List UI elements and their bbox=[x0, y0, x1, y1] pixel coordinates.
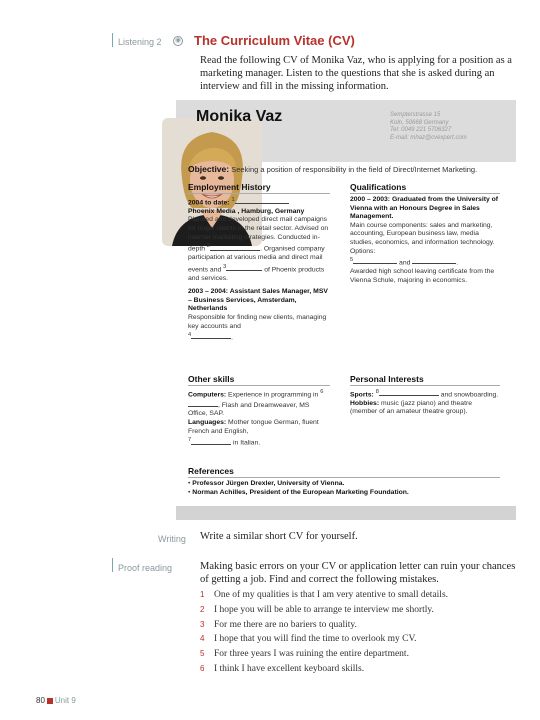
reference-item: • Norman Achilles, President of the European Marketing Foundation. bbox=[188, 488, 409, 496]
answer-blank bbox=[353, 257, 397, 264]
employment-heading: Employment History bbox=[188, 182, 330, 194]
qualifications-body: 2000 – 2003: Graduated from the University of Vienna with an Honours Degree in Sales Management. Main course components: sales and marketing, accounting, European business law, media studies, economics, and information technology. Options: $^5$ and . Awarded high school leaving certificate from the Vienna Schule, majoring in economics. bbox=[350, 196, 499, 284]
answer-blank bbox=[235, 197, 289, 204]
computers-text: Experience in programming in bbox=[228, 391, 319, 399]
sports-label: Sports: bbox=[350, 391, 374, 399]
computers-text: , Flash and Dreamweaver, MS Office, SAP. bbox=[188, 401, 310, 418]
interests-heading: Personal Interests bbox=[350, 374, 500, 386]
blank-number: 8 bbox=[375, 389, 379, 395]
interests-body bbox=[350, 388, 500, 417]
blank-number: 7 bbox=[188, 437, 192, 444]
objective-label: Objective: bbox=[188, 164, 230, 174]
skills-body bbox=[188, 388, 330, 448]
answer-blank bbox=[226, 264, 262, 271]
job1-company: Phoenix Media , Hamburg, Germany bbox=[188, 207, 305, 215]
qualification-text: Awarded high school leaving certificate from the Vienna Schule, majoring in economics. bbox=[350, 268, 495, 284]
address-line: E-mail: mhaz@cvexpert.com bbox=[390, 134, 467, 141]
listening-label: Listening 2 bbox=[118, 37, 162, 47]
proof-rule bbox=[112, 558, 113, 572]
blank-number: 2 bbox=[206, 243, 211, 250]
cv-address bbox=[390, 112, 467, 142]
square-marker-icon bbox=[47, 698, 53, 704]
employment-body: 2004 to date: $^1$ Phoenix Media , Hamburg, Germany Planned and developed direct mail campaigns for major clients in the retail sector. Advised on internet marketing strategies. Conducted in-depth $^2$ . Organised company participation at various media and direct mail events and $^3$ of Phoenix products and services. 2003 – 2004: Assistant Sales Manager, MSV – Business Services, Amsterdam, Netherlands Responsible for finding new clients, managing key accounts and $^4$ . bbox=[188, 197, 329, 342]
blank-number: 4 bbox=[188, 332, 192, 339]
qualifications-heading: Qualifications bbox=[350, 182, 500, 194]
objective-text: Seeking a position of responsibility in the field of Direct/Internet Marketing. bbox=[231, 165, 478, 174]
references-heading: References bbox=[188, 466, 500, 478]
cv-name: Monika Vaz bbox=[196, 108, 283, 125]
list-item: 1 One of my qualities is that I am very atentive to small details. bbox=[200, 590, 449, 600]
blank-number: 6 bbox=[320, 389, 324, 395]
job2-text: Responsible for finding new clients, managing key accounts and bbox=[188, 313, 327, 330]
address-line: Sempterstrasse 15 bbox=[390, 112, 441, 118]
address-line: Tel: 0049 221 5706327 bbox=[390, 127, 452, 133]
cv-footer-band bbox=[176, 506, 516, 520]
hobbies-label: Hobbies: bbox=[350, 399, 380, 407]
writing-label: Writing bbox=[158, 534, 186, 544]
blank-number: 5 bbox=[350, 257, 354, 264]
hobbies-text: music (jazz piano) and theatre (member of an amateur theatre group). bbox=[350, 399, 473, 416]
section-title: The Curriculum Vitae (CV) bbox=[194, 33, 355, 48]
qualification-text: Main course components: sales and marketing, accounting, European business law, media studies, economics, and information technology. Options: bbox=[350, 221, 495, 255]
list-item: 5 For three years I was ruining the entire department. bbox=[200, 649, 409, 660]
cv-document bbox=[176, 100, 516, 520]
answer-blank bbox=[412, 257, 456, 264]
skills-heading: Other skills bbox=[188, 374, 330, 386]
writing-instruction: Write a similar short CV for yourself. bbox=[200, 531, 358, 542]
reference-item: • Professor Jürgen Drexler, University of Vienna. bbox=[188, 480, 345, 487]
cd-icon: ◉ bbox=[174, 37, 182, 44]
address-line: Koln, 50668 Germany bbox=[390, 119, 449, 126]
answer-blank bbox=[210, 244, 260, 251]
computers-label: Computers: bbox=[188, 391, 227, 399]
qualification-and: and bbox=[399, 259, 411, 267]
proof-reading-label: Proof reading bbox=[118, 563, 173, 573]
list-item: 3 For me there are no bariers to quality. bbox=[200, 619, 357, 630]
list-item: 2 I hope you will be able to arrange te interview me shortly. bbox=[200, 604, 434, 615]
page-footer bbox=[36, 696, 76, 705]
proof-reading-instructions: Making basic errors on your CV or application letter can ruin your chances of getting a job. Find and correct the following mistakes. bbox=[200, 561, 516, 585]
answer-blank bbox=[191, 438, 231, 445]
languages-text: Mother tongue German, fluent French and English, bbox=[188, 419, 319, 435]
answer-blank bbox=[379, 389, 439, 396]
job2-title: 2003 – 2004: Assistant Sales Manager, MSV – Business Services, Amsterdam, Netherlands bbox=[188, 288, 328, 313]
job1-text: of Phoenix products and services. bbox=[188, 265, 325, 282]
languages-label: Languages: bbox=[188, 419, 227, 427]
unit-label: Unit 9 bbox=[54, 696, 76, 705]
job1-date: 2004 to date: bbox=[188, 199, 230, 207]
mistakes-list bbox=[200, 588, 448, 677]
job1-text: . Organised company participation at various media and direct mail events and bbox=[188, 245, 325, 273]
sports-text: and snowboarding. bbox=[440, 391, 499, 399]
languages-end: in Italian. bbox=[233, 439, 261, 447]
blank-number: 3 bbox=[223, 263, 227, 270]
answer-blank bbox=[188, 400, 218, 407]
qualification-title: 2000 – 2003: Graduated from the University of Vienna with an Honours Degree in Sales Management. bbox=[350, 196, 499, 221]
job1-text: Planned and developed direct mail campaigns for major clients in the retail sector. Advised on internet marketing strategies. Conducted in-depth bbox=[188, 216, 329, 253]
answer-blank bbox=[191, 332, 231, 339]
references-list bbox=[188, 480, 500, 497]
list-item: 4 I hope that you will find the time to overlook my CV. bbox=[200, 634, 417, 645]
cv-objective bbox=[188, 164, 477, 174]
listening-rule bbox=[112, 33, 113, 47]
list-item: 6 I think I have excellent keyboard skills. bbox=[200, 663, 365, 674]
page-number: 80 bbox=[36, 696, 45, 705]
blank-number: 1 bbox=[231, 197, 235, 203]
listening-instructions: Read the following CV of Monika Vaz, who is applying for a position as a marketing manager. Listen to the questions that she is asked during an interview and fill in the missing information. bbox=[200, 55, 512, 92]
